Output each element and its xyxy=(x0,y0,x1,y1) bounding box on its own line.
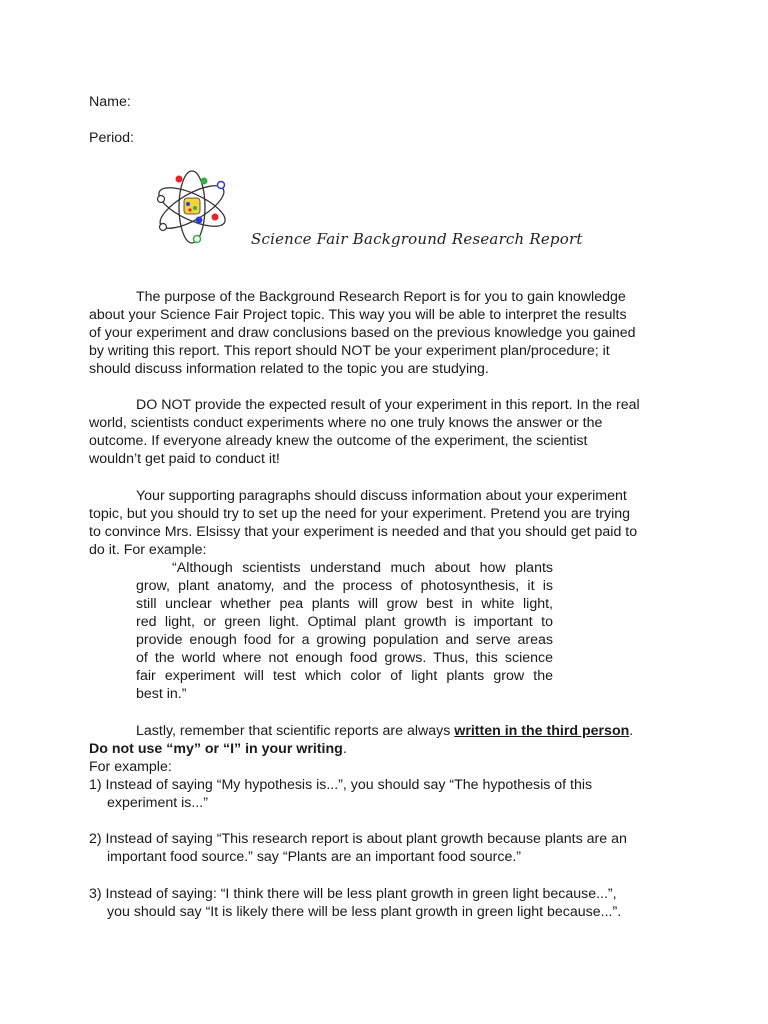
quote-line: provide enough food for a growing population and serve areas xyxy=(136,632,553,648)
purpose-line: The purpose of the Background Research Report is for you to gain knowledge xyxy=(136,289,626,305)
electron xyxy=(201,178,208,185)
purpose-line: of your experiment and draw conclusions based on the previous knowledge you gained xyxy=(89,325,636,341)
electron xyxy=(194,236,201,243)
do-not-line: outcome. If everyone already knew the outcome of the experiment, the scientist xyxy=(89,433,588,449)
third-person-emphasis: written in the third person xyxy=(454,723,630,739)
lastly-period: . xyxy=(629,723,634,739)
do-not-line: world, scientists conduct experiments where no one truly knows the answer or the xyxy=(89,415,603,431)
purpose-line: should discuss information related to the topic you are studying. xyxy=(89,361,489,377)
warning-period: . xyxy=(342,741,347,757)
supporting-line: to convince Mrs. Elsissy that your experiment is needed and that you should get paid to xyxy=(89,524,638,540)
supporting-line: Your supporting paragraphs should discuss information about your experiment xyxy=(136,488,627,504)
example-2-line-1: 2) Instead of saying “This research report is about plant growth because plants are an xyxy=(89,831,627,847)
quote-line: of the world where not enough food grows. Thus, this science xyxy=(136,650,553,666)
electron xyxy=(158,196,165,203)
quote-line: grow, plant anatomy, and the process of photosynthesis, it is xyxy=(136,578,553,594)
atom-icon xyxy=(151,167,233,247)
quote-line: red light, or green light. Optimal plant growth is important to xyxy=(136,614,553,630)
electron xyxy=(218,182,225,189)
name-label: Name: xyxy=(89,94,131,110)
warning-text: Do not use “my” or “I” in your writing xyxy=(89,741,343,757)
supporting-line: topic, but you should try to set up the need for your experiment. Pretend you are trying xyxy=(89,506,631,522)
supporting-line: do it. For example: xyxy=(89,542,207,558)
quote-line: best in.” xyxy=(136,686,187,702)
example-3-line-2: you should say “It is likely there will be less plant growth in green light because...”. xyxy=(107,904,622,920)
do-not-line: wouldn’t get paid to conduct it! xyxy=(89,451,280,467)
lastly-intro: Lastly, remember that scientific reports are always xyxy=(136,723,455,739)
do-not-line: DO NOT provide the expected result of your experiment in this report. In the real xyxy=(136,397,640,413)
for-example-label: For example: xyxy=(89,759,172,775)
electron xyxy=(160,224,167,231)
electron xyxy=(176,176,183,183)
electron xyxy=(196,217,203,224)
example-3-line-1: 3) Instead of saying: “I think there will be less plant growth in green light because...”, xyxy=(89,886,617,902)
period-label: Period: xyxy=(89,130,134,146)
quote-line: “Although scientists understand much about how plants xyxy=(172,560,553,576)
electron xyxy=(212,214,219,221)
lastly-line xyxy=(136,722,633,740)
page-title: Science Fair Background Research Report xyxy=(251,230,583,248)
quote-line: fair experiment will test which color of light plants grow the xyxy=(136,668,553,684)
nucleus xyxy=(184,198,200,214)
purpose-line: about your Science Fair Project topic. This way you will be able to interpret the results xyxy=(89,307,627,323)
example-1-line-2: experiment is...” xyxy=(107,795,208,811)
quote-line: still unclear whether pea plants will grow best in white light, xyxy=(136,596,553,612)
example-2-line-2: important food source.” say “Plants are an important food source.” xyxy=(107,849,522,865)
example-1-line-1: 1) Instead of saying “My hypothesis is...”, you should say “The hypothesis of this xyxy=(89,777,593,793)
purpose-line: by writing this report. This report should NOT be your experiment plan/procedure; it xyxy=(89,343,610,359)
warning-line xyxy=(89,740,347,758)
